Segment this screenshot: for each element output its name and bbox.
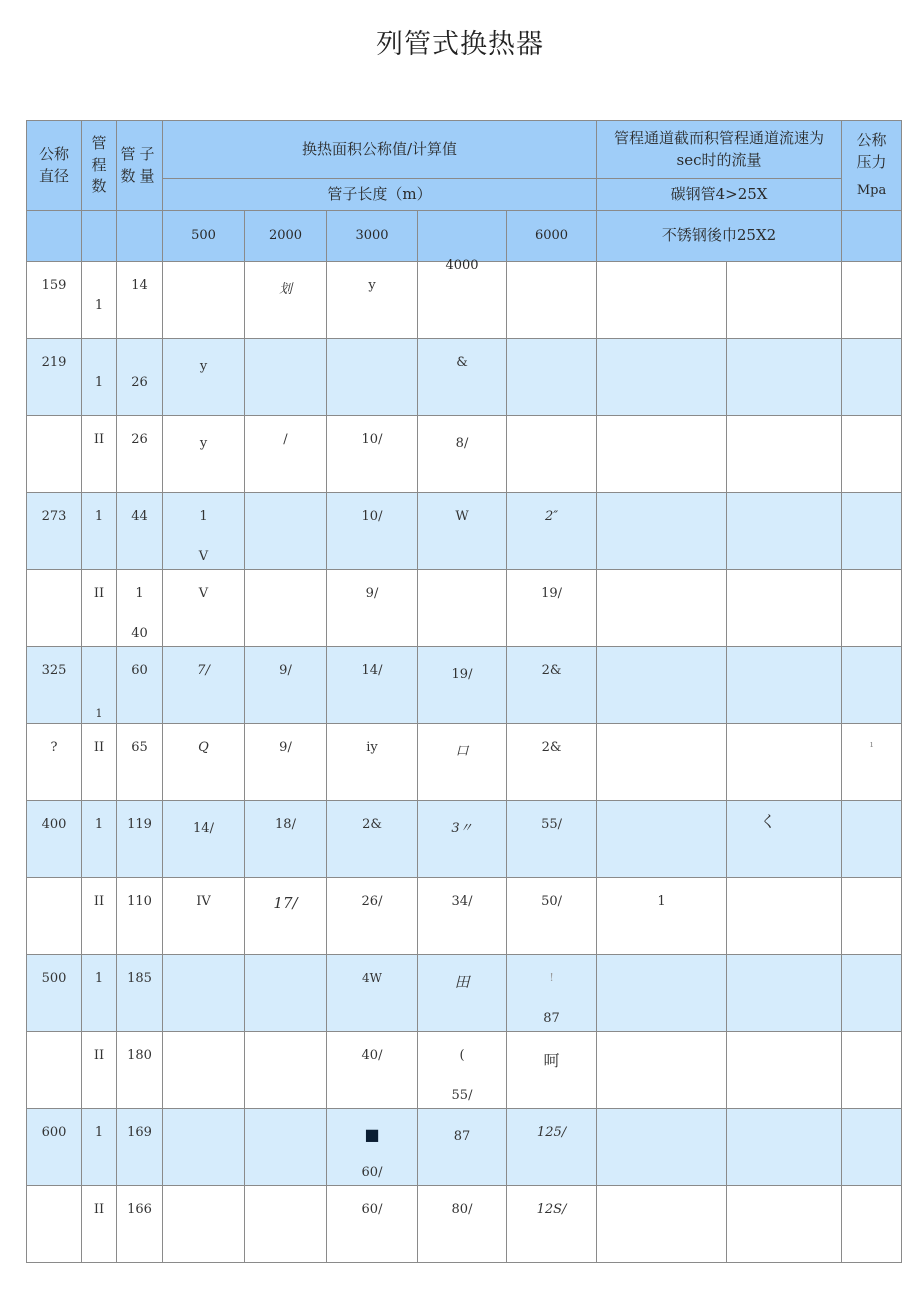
cell-passes: 1	[94, 1125, 104, 1140]
cell-carbon-steel: 1	[657, 894, 666, 909]
cell-l3000: 40/	[361, 1048, 383, 1063]
cell-passes: 1	[94, 298, 104, 313]
header-length-2000: 2000	[245, 211, 327, 262]
cell-diameter: 273	[41, 509, 67, 524]
header-stainless-steel: 不锈钢後巾25X2	[597, 211, 842, 262]
cell-l3000: 60/	[361, 1202, 383, 1217]
cell-l6000: 2″	[544, 509, 559, 524]
cell-l3000: 26/	[361, 894, 383, 909]
cell-l2000: 9/	[279, 740, 292, 755]
cell-passes: II	[93, 432, 105, 447]
cell-count: 185	[127, 971, 152, 986]
cell-count: 26	[131, 432, 148, 447]
cell-l500: Q	[198, 740, 209, 755]
cell-l6000: 55/	[541, 817, 562, 832]
header-heat-area: 换热面积公称值/计算值	[163, 121, 597, 179]
cell-count: 26	[131, 375, 148, 390]
table-row	[27, 878, 902, 955]
table-row	[27, 416, 902, 493]
table-row	[27, 570, 902, 647]
cell-count: 60	[131, 663, 148, 678]
cell-l4000: 87	[453, 1129, 471, 1144]
cell-count: 65	[131, 740, 148, 755]
cell-diameter: 325	[41, 663, 67, 678]
header-length-4000: 4000	[418, 211, 507, 262]
cell-l4000-top: (	[459, 1048, 465, 1063]
header-length-3000: 3000	[327, 211, 418, 262]
cell-l2000: 9/	[279, 663, 292, 678]
cell-passes: 1	[94, 817, 104, 832]
cell-l3000-top: ■	[364, 1125, 380, 1144]
cell-diameter: 219	[41, 355, 67, 370]
cell-l4000: 3〃	[451, 821, 473, 836]
table-row	[27, 647, 902, 724]
cell-passes: II	[93, 740, 105, 755]
cell-l4000: 80/	[451, 1202, 473, 1217]
cell-l3000: 9/	[365, 586, 379, 601]
cell-count: 14	[131, 278, 148, 293]
page-title: 列管式换热器	[376, 29, 544, 60]
cell-passes: II	[93, 894, 105, 909]
cell-diameter: 159	[41, 278, 67, 293]
cell-l6000-top: !	[549, 971, 554, 984]
cell-passes: 1	[95, 707, 103, 720]
cell-count: 169	[127, 1125, 152, 1140]
header-carbon-steel: 碳钢管4>25X	[597, 179, 842, 211]
cell-l2000: 18/	[275, 817, 296, 832]
cell-l4000: 8/	[455, 436, 469, 451]
cell-passes: II	[93, 1202, 105, 1217]
table-row	[27, 493, 902, 570]
cell-l500: y	[199, 436, 208, 451]
cell-pressure: ı	[870, 740, 873, 750]
cell-passes: II	[93, 586, 105, 601]
table-row	[27, 339, 902, 416]
cell-l2000: /	[283, 432, 288, 447]
cell-l4000: 34/	[451, 894, 473, 909]
cell-diameter: 500	[41, 971, 67, 986]
cell-l500: IV	[196, 894, 211, 909]
cell-l6000: 2&	[541, 663, 562, 678]
cell-l500-top: 1	[199, 509, 208, 524]
cell-count-bottom: 40	[131, 626, 148, 641]
table-row	[27, 1109, 902, 1186]
cell-l4000: W	[455, 509, 469, 524]
cell-l500: 14/	[193, 821, 214, 836]
cell-l500-bottom: V	[198, 549, 209, 564]
cell-diameter: ?	[50, 740, 58, 755]
cell-passes: 1	[94, 971, 104, 986]
header-length-500: 500	[163, 211, 245, 262]
header-pressure: 公称压力 Mpa	[842, 121, 902, 211]
cell-diameter: 400	[41, 817, 67, 832]
cell-l500: 7/	[197, 663, 210, 678]
cell-l6000: 50/	[541, 894, 562, 909]
cell-l3000: 2&	[362, 817, 382, 832]
cell-l3000: y	[368, 278, 376, 293]
cell-l6000: 12S/	[536, 1202, 567, 1217]
cell-count: 180	[127, 1048, 152, 1063]
heat-exchanger-table	[26, 120, 901, 1263]
cell-l3000: 14/	[361, 663, 383, 678]
header-tube-count: 管子数量	[117, 121, 163, 211]
cell-l4000: 19/	[451, 667, 473, 682]
cell-count: 110	[127, 894, 152, 909]
header-tube-length: 管子长度（m）	[163, 179, 597, 211]
cell-passes: 1	[94, 509, 104, 524]
table-row	[27, 801, 902, 878]
header-tube-passes: 管程数	[82, 121, 117, 211]
table-row	[27, 955, 902, 1032]
cell-l4000: 口	[455, 744, 469, 759]
cell-passes: II	[93, 1048, 105, 1063]
cell-l500: V	[198, 586, 209, 601]
header-nominal-diameter: 公称直径	[27, 121, 82, 211]
cell-l3000: iy	[366, 740, 378, 755]
cell-l500: y	[199, 359, 208, 374]
cell-l4000-bottom: 55/	[451, 1088, 473, 1103]
table-row	[27, 262, 902, 339]
header-length-6000: 6000	[507, 211, 597, 262]
cell-passes: 1	[94, 375, 104, 390]
cell-count: 44	[131, 509, 148, 524]
cell-count-top: 1	[135, 586, 144, 601]
cell-l6000: 125/	[536, 1125, 567, 1140]
cell-count: 166	[127, 1202, 152, 1217]
table-row	[27, 1032, 902, 1109]
cell-l6000: 2&	[541, 740, 562, 755]
cell-l4000: 田	[454, 973, 470, 991]
table-row	[27, 724, 902, 801]
table-row	[27, 1186, 902, 1263]
cell-l6000: 呵	[543, 1051, 560, 1070]
cell-l6000-bottom: 87	[543, 1011, 560, 1026]
cell-l3000-bottom: 60/	[361, 1165, 383, 1180]
cell-diameter: 600	[41, 1125, 67, 1140]
cell-count: 119	[127, 817, 152, 832]
cell-l2000: 划	[278, 282, 292, 297]
cell-l6000: 19/	[541, 586, 562, 601]
cell-l3000: 10/	[361, 432, 383, 447]
cell-l3000: 10/	[361, 509, 383, 524]
cell-stainless-steel: く	[760, 812, 777, 831]
cell-l4000: &	[456, 355, 468, 370]
header-channel: 管程通道截而积管程通道流速为sec时的流量	[597, 121, 842, 179]
cell-l2000: 17/	[273, 894, 298, 912]
cell-l3000: 4W	[362, 971, 382, 985]
